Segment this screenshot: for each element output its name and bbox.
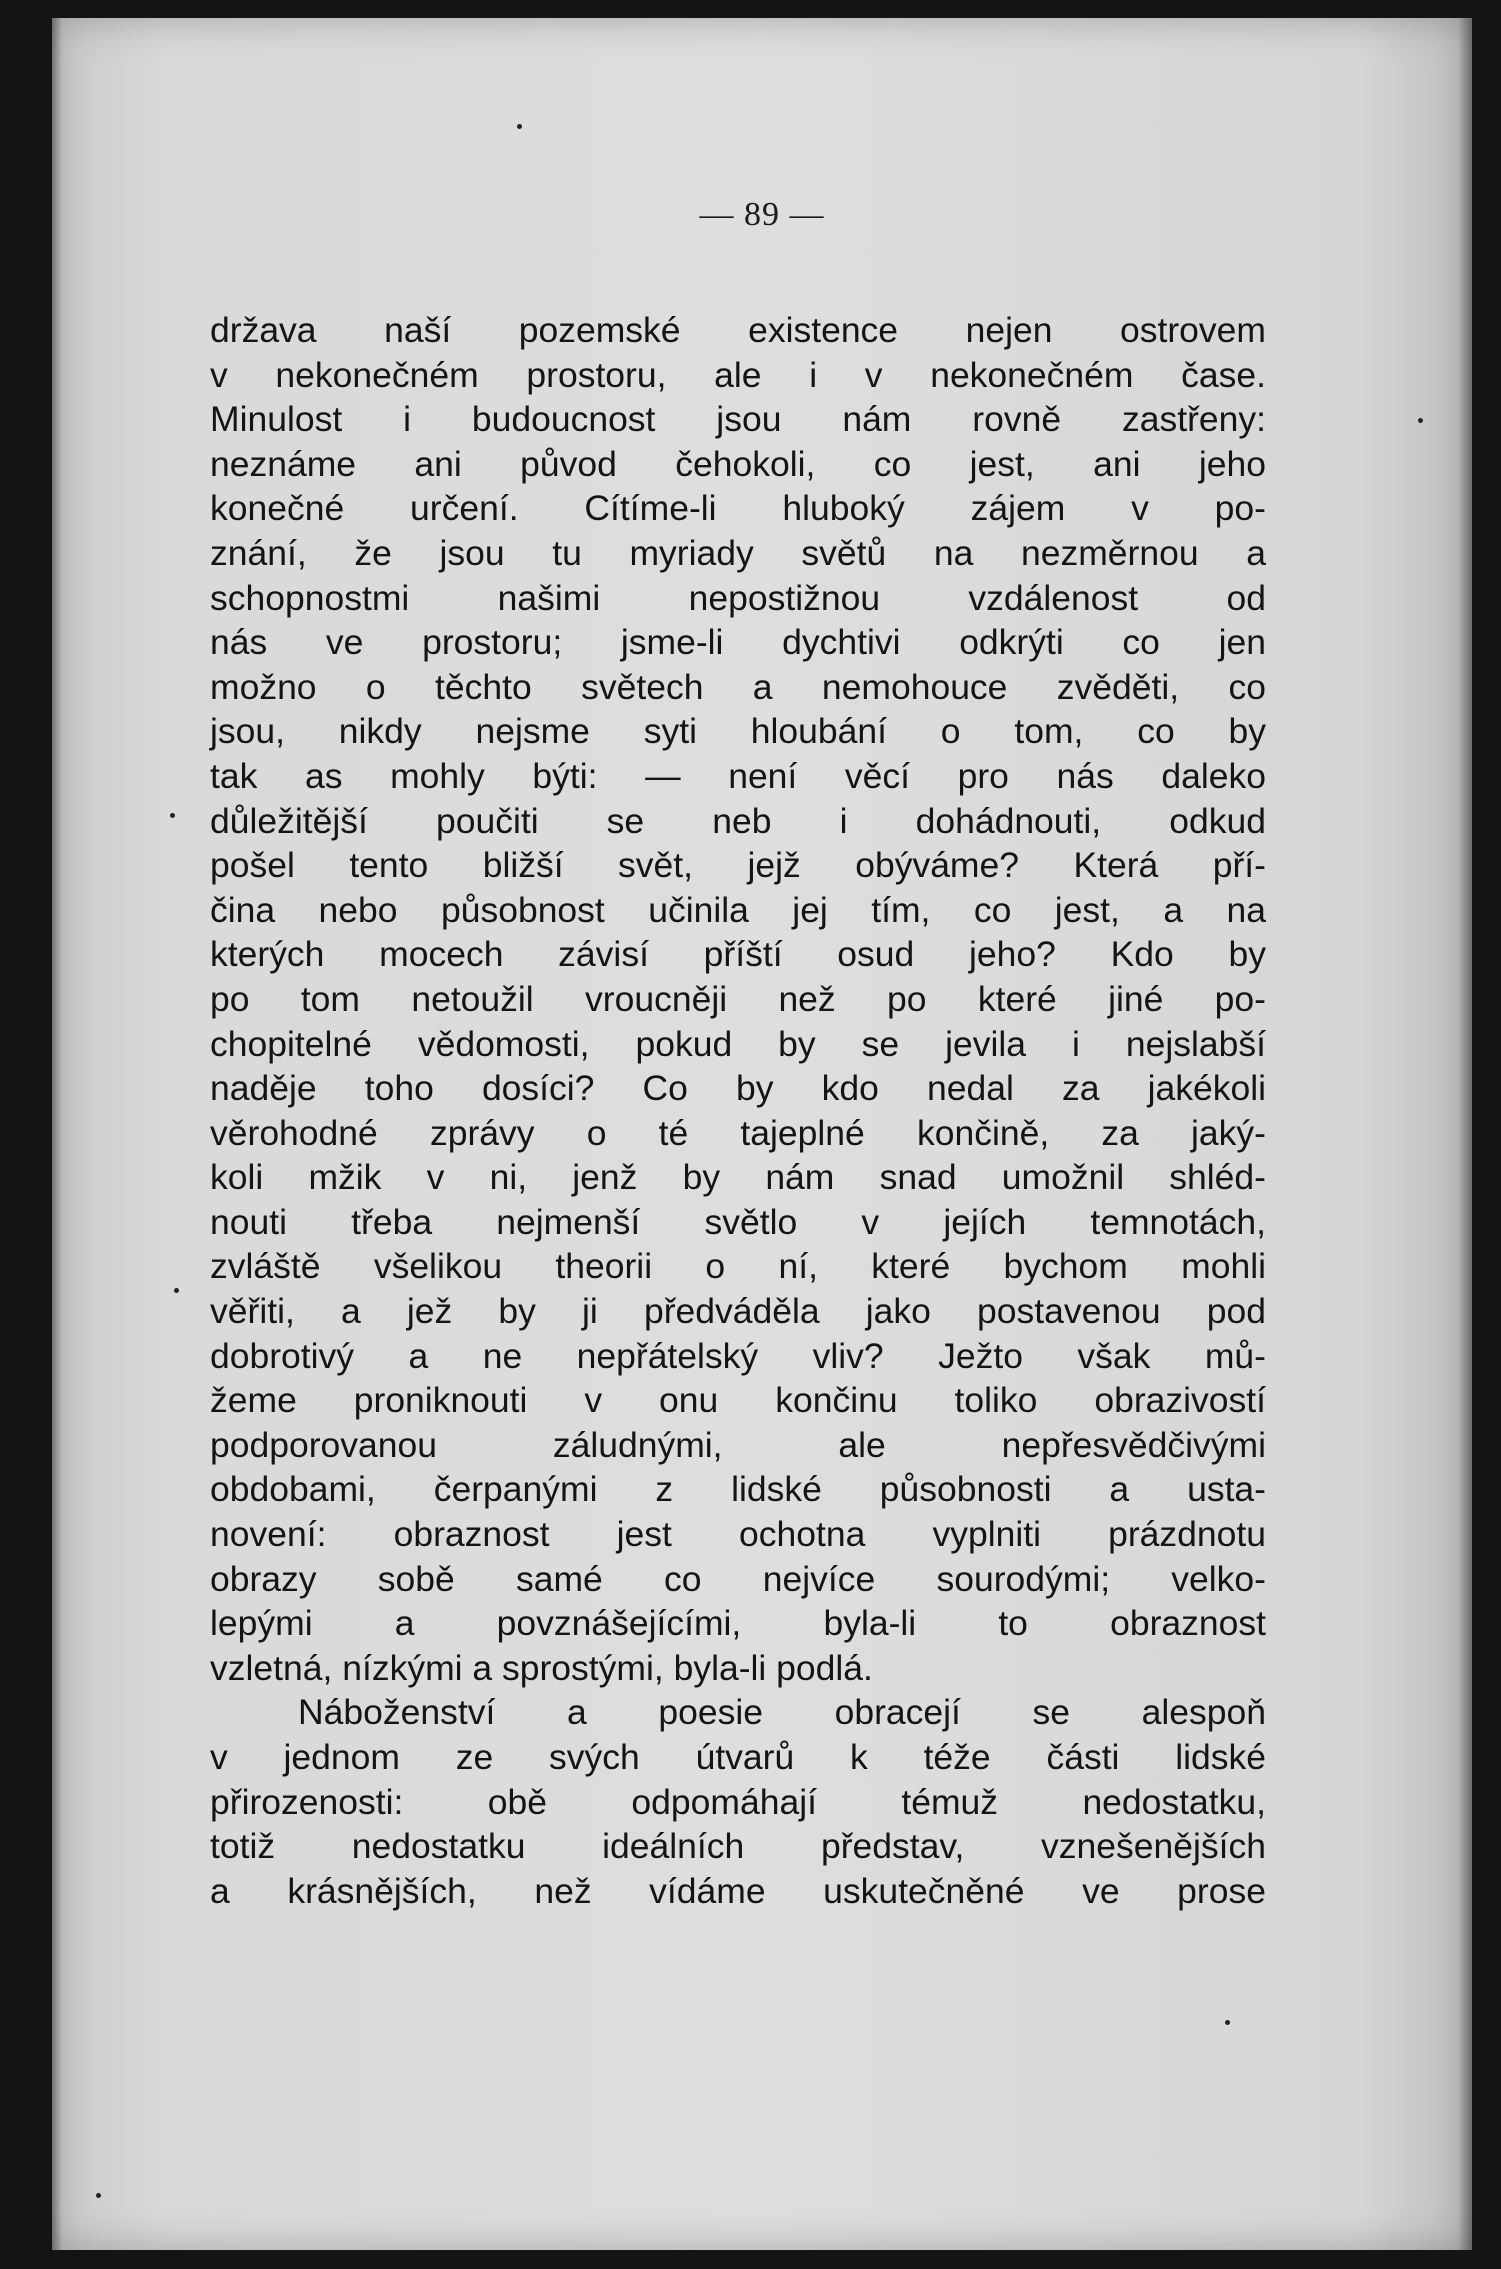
text-line: v jednom ze svých útvarů k téže části lidské bbox=[210, 1737, 1266, 1777]
text-line: pošel tento bližší svět, jejž obýváme? Která pří- bbox=[210, 845, 1266, 886]
text-line: po tom netoužil vroucněji než po které jiné po- bbox=[210, 978, 1266, 1019]
text-line: věřiti, a jež by ji předváděla jako postavenou pod bbox=[210, 1291, 1266, 1332]
text-line: jsou, nikdy nejsme syti hloubání o tom, co by bbox=[210, 711, 1266, 752]
text-line: věrohodné zprávy o té tajeplné končině, za jaký- bbox=[210, 1112, 1266, 1153]
text-line: koli mžik v ni, jenž by nám snad umožnil shléd- bbox=[210, 1157, 1266, 1198]
text-line: konečné určení. Cítíme-li hluboký zájem v po- bbox=[210, 488, 1266, 529]
text-line: obrazy sobě samé co nejvíce sourodými; velko- bbox=[210, 1558, 1266, 1599]
text-line: důležitější poučiti se neb i dohádnouti, odkud bbox=[210, 800, 1266, 841]
text-line: vzletná, nízkými a sprostými, byla-li podlá. bbox=[210, 1647, 873, 1688]
text-line: nouti třeba nejmenší světlo v jejích temnotách, bbox=[210, 1201, 1266, 1242]
paper-speck bbox=[96, 2193, 101, 2198]
text-line: Náboženství a poesie obracejí se alespoň bbox=[298, 1692, 1266, 1733]
text-line: tak as mohly býti: — není věcí pro nás daleko bbox=[210, 755, 1266, 796]
text-line: podporovanou záludnými, ale nepřesvědčivými bbox=[210, 1424, 1266, 1465]
text-line: država naší pozemské existence nejen ostrovem bbox=[210, 310, 1266, 350]
text-line: obdobami, čerpanými z lidské působnosti a usta- bbox=[210, 1469, 1266, 1510]
text-line: v nekonečném prostoru, ale i v nekonečném čase. bbox=[210, 354, 1266, 395]
text-line: žeme proniknouti v onu končinu toliko obrazivostí bbox=[210, 1380, 1266, 1421]
paper-speck bbox=[517, 124, 522, 129]
text-line: schopnostmi našimi nepostižnou vzdálenost od bbox=[210, 577, 1266, 618]
text-line: lepými a povznášejícími, byla-li to obraznost bbox=[210, 1603, 1266, 1644]
body-text bbox=[210, 308, 1266, 1913]
text-line: a krásnějších, než vídáme uskutečněné ve prose bbox=[210, 1870, 1266, 1911]
paper-speck bbox=[170, 813, 175, 818]
text-line: znání, že jsou tu myriady světů na nezměrnou a bbox=[210, 532, 1266, 573]
text-line: neznáme ani původ čehokoli, co jest, ani jeho bbox=[210, 443, 1266, 484]
text-line: zvláště všelikou theorii o ní, které bychom mohli bbox=[210, 1246, 1266, 1287]
text-line: naděje toho dosíci? Co by kdo nedal za jakékoli bbox=[210, 1068, 1266, 1109]
text-line: Minulost i budoucnost jsou nám rovně zastřeny: bbox=[210, 399, 1266, 440]
text-line: přirozenosti: obě odpomáhají témuž nedostatku, bbox=[210, 1781, 1266, 1822]
text-line: kterých mocech závisí příští osud jeho? Kdo by bbox=[210, 934, 1266, 975]
paper-speck bbox=[1225, 2020, 1230, 2025]
text-line: možno o těchto světech a nemohouce zvěděti, co bbox=[210, 666, 1266, 707]
text-line: chopitelné vědomosti, pokud by se jevila i nejslabší bbox=[210, 1023, 1266, 1064]
text-line: čina nebo působnost učinila jej tím, co jest, a na bbox=[210, 889, 1266, 930]
book-page bbox=[52, 18, 1472, 2250]
text-line: nás ve prostoru; jsme-li dychtivi odkrýti co jen bbox=[210, 622, 1266, 663]
text-line: novení: obraznost jest ochotna vyplniti prázdnotu bbox=[210, 1514, 1266, 1555]
page-number: — 89 — bbox=[699, 196, 825, 233]
page-right-shadow bbox=[1458, 18, 1472, 2250]
paper-speck bbox=[1418, 418, 1423, 423]
text-line: dobrotivý a ne nepřátelský vliv? Ježto však mů- bbox=[210, 1335, 1266, 1376]
page-left-shadow bbox=[52, 18, 62, 2250]
paper-speck bbox=[174, 1288, 179, 1293]
text-line: totiž nedostatku ideálních představ, vznešenějších bbox=[210, 1826, 1266, 1867]
